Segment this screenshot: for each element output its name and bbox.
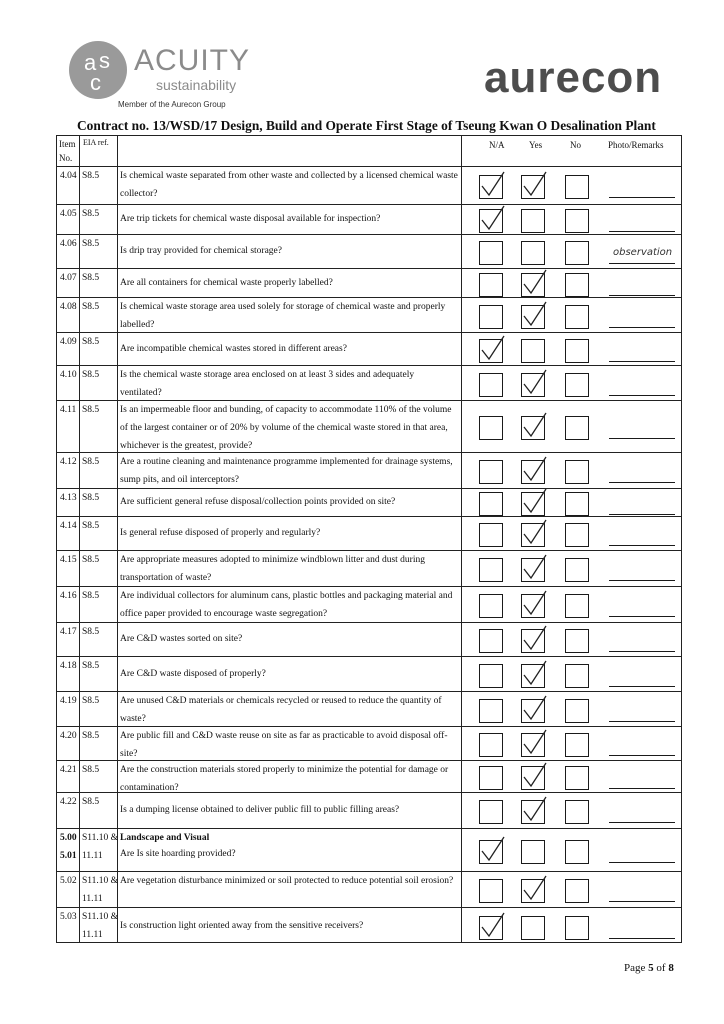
remarks-line[interactable] — [609, 361, 675, 362]
item-number: 4.22 — [60, 797, 77, 807]
checklist-question: Is chemical waste separated from other waste and collected by a licensed chemical waste collector? — [120, 171, 458, 199]
checklist-question: Are all containers for chemical waste properly labelled? — [120, 277, 333, 288]
svg-text:s: s — [99, 48, 110, 73]
table-row — [57, 871, 681, 907]
checklist-question: Is the chemical waste storage area enclosed on at least 3 sides and adequately ventilated? — [120, 370, 415, 398]
eia-ref: S8.5 — [82, 209, 100, 219]
column-header-eia-ref: EIA ref. — [83, 138, 109, 147]
remarks-line[interactable] — [609, 545, 675, 546]
eia-ref: S8.5 — [82, 405, 100, 415]
na-checkbox[interactable] — [479, 460, 503, 484]
no-checkbox[interactable] — [565, 699, 589, 723]
remarks-line[interactable] — [609, 263, 675, 264]
na-checkbox[interactable] — [479, 492, 503, 516]
no-checkbox[interactable] — [565, 416, 589, 440]
eia-ref: S11.10 & 11.11 — [82, 833, 119, 861]
eia-ref: S8.5 — [82, 370, 100, 380]
checkmark-icon — [522, 488, 548, 514]
item-number: 4.05 — [60, 209, 77, 219]
acuity-badge-icon — [68, 40, 128, 100]
checklist-question: Are Is site hoarding provided? — [120, 849, 236, 859]
checkmark-icon — [522, 369, 548, 395]
na-checkbox[interactable] — [479, 273, 503, 297]
checkmark-icon — [522, 554, 548, 580]
no-checkbox[interactable] — [565, 460, 589, 484]
remarks-line[interactable] — [609, 938, 675, 939]
no-checkbox[interactable] — [565, 879, 589, 903]
checkmark-icon — [522, 625, 548, 651]
no-checkbox[interactable] — [565, 594, 589, 618]
no-checkbox[interactable] — [565, 523, 589, 547]
column-header-remarks: Photo/Remarks — [608, 140, 664, 150]
na-checkbox[interactable] — [479, 699, 503, 723]
item-number: 4.11 — [60, 405, 77, 415]
item-number: 4.10 — [60, 370, 77, 380]
remarks-line[interactable] — [609, 580, 675, 581]
table-row — [57, 586, 681, 622]
eia-ref: S8.5 — [82, 555, 100, 565]
checkmark-icon — [480, 171, 506, 197]
table-row — [57, 268, 681, 297]
table-row — [57, 550, 681, 586]
section-heading: Landscape and Visual — [120, 833, 210, 843]
remarks-line[interactable] — [609, 862, 675, 863]
checklist-question: Are sufficient general refuse disposal/collection points provided on site? — [120, 497, 396, 507]
acuity-logo — [68, 40, 251, 112]
checkmark-icon — [522, 660, 548, 686]
checklist-question: Are the construction materials stored properly to minimize the potential for damage or contamination? — [120, 765, 449, 793]
no-checkbox[interactable] — [565, 175, 589, 199]
checkmark-icon — [522, 796, 548, 822]
column-header-na: N/A — [489, 140, 505, 150]
table-row — [57, 907, 681, 944]
checkmark-icon — [522, 412, 548, 438]
table-row — [57, 622, 681, 656]
acuity-name: ACUITY — [134, 44, 251, 77]
item-number: 4.18 — [60, 661, 77, 671]
checkmark-icon — [522, 875, 548, 901]
yes-checkbox[interactable] — [521, 840, 545, 864]
item-number: 4.04 — [60, 171, 77, 181]
na-checkbox[interactable] — [479, 558, 503, 582]
item-number: 4.17 — [60, 627, 77, 637]
eia-ref: S8.5 — [82, 765, 100, 775]
eia-ref: S8.5 — [82, 337, 100, 347]
eia-ref: S8.5 — [82, 457, 100, 467]
item-number: 4.15 — [60, 555, 77, 565]
item-number: 4.19 — [60, 696, 77, 706]
checklist-question: Are individual collectors for aluminum cans, plastic bottles and packaging material and office paper provided to encourage waste segregation? — [120, 591, 453, 619]
checklist-question: Are appropriate measures adopted to minimize windblown litter and dust during transportation of waste? — [120, 555, 425, 583]
checklist-question: Are C&D wastes sorted on site? — [120, 634, 243, 644]
eia-ref: S11.10 & 11.11 — [82, 912, 119, 940]
checkmark-icon — [522, 590, 548, 616]
eia-ref: S8.5 — [82, 627, 100, 637]
na-checkbox[interactable] — [479, 766, 503, 790]
checkmark-icon — [480, 335, 506, 361]
table-row — [57, 792, 681, 828]
table-row — [57, 400, 681, 452]
remarks-line[interactable] — [609, 616, 675, 617]
no-checkbox[interactable] — [565, 766, 589, 790]
no-checkbox[interactable] — [565, 664, 589, 688]
no-checkbox[interactable] — [565, 373, 589, 397]
yes-checkbox[interactable] — [521, 339, 545, 363]
remarks-line[interactable] — [609, 482, 675, 483]
item-number: 4.21 — [60, 765, 77, 775]
item-number: 4.16 — [60, 591, 77, 601]
svg-text:a: a — [84, 50, 97, 75]
aurecon-logo: aurecon — [484, 53, 663, 102]
checkmark-icon — [480, 205, 506, 231]
item-number: 4.06 — [60, 239, 77, 249]
item-number: 5.00 5.01 — [60, 833, 77, 861]
checklist-question: Are vegetation disturbance minimized or soil protected to reduce potential soil erosion? — [120, 876, 454, 886]
na-checkbox[interactable] — [479, 305, 503, 329]
page-number: Page 5 of 8 — [624, 962, 674, 974]
remarks-line[interactable] — [609, 822, 675, 823]
na-checkbox[interactable] — [479, 416, 503, 440]
remarks-line[interactable] — [609, 395, 675, 396]
table-row — [57, 488, 681, 516]
table-row — [57, 204, 681, 234]
eia-ref: S8.5 — [82, 661, 100, 671]
checkmark-icon — [522, 729, 548, 755]
checkmark-icon — [522, 695, 548, 721]
item-number: 4.14 — [60, 521, 77, 531]
checklist-question: Is general refuse disposed of properly and regularly? — [120, 528, 321, 538]
svg-text:c: c — [90, 70, 101, 95]
checklist-question: Is construction light oriented away from the sensitive receivers? — [120, 920, 364, 931]
remarks-line[interactable] — [609, 901, 675, 902]
no-checkbox[interactable] — [565, 492, 589, 516]
item-number: 4.07 — [60, 273, 77, 283]
column-header-no: No — [570, 140, 581, 150]
item-number: 4.12 — [60, 457, 77, 467]
eia-ref: S8.5 — [82, 521, 100, 531]
remarks-line[interactable] — [609, 438, 675, 439]
no-checkbox[interactable] — [565, 305, 589, 329]
yes-checkbox[interactable] — [521, 241, 545, 265]
no-checkbox[interactable] — [565, 273, 589, 297]
checklist-question: Is chemical waste storage area used solely for storage of chemical waste and properly labelled? — [120, 302, 446, 330]
item-number: 5.02 — [60, 876, 77, 886]
checkmark-icon — [522, 171, 548, 197]
no-checkbox[interactable] — [565, 733, 589, 757]
table-row — [57, 516, 681, 550]
eia-ref: S8.5 — [82, 273, 100, 283]
no-checkbox[interactable] — [565, 558, 589, 582]
no-checkbox[interactable] — [565, 339, 589, 363]
na-checkbox[interactable] — [479, 800, 503, 824]
yes-checkbox[interactable] — [521, 209, 545, 233]
na-checkbox[interactable] — [479, 664, 503, 688]
table-row — [57, 760, 681, 792]
eia-ref: S11.10 & 11.11 — [82, 876, 119, 904]
na-checkbox[interactable] — [479, 629, 503, 653]
table-row — [57, 365, 681, 400]
checklist-question: Is drip tray provided for chemical storage? — [120, 246, 282, 256]
acuity-member-note: Member of the Aurecon Group — [118, 100, 226, 109]
checkmark-icon — [522, 519, 548, 545]
no-checkbox[interactable] — [565, 209, 589, 233]
checkmark-icon — [480, 836, 506, 862]
remarks-text: observation — [613, 247, 673, 258]
checklist-question: Are trip tickets for chemical waste disposal available for inspection? — [120, 214, 381, 224]
checkmark-icon — [522, 301, 548, 327]
no-checkbox[interactable] — [565, 840, 589, 864]
na-checkbox[interactable] — [479, 241, 503, 265]
acuity-tagline: sustainability — [156, 77, 237, 93]
no-checkbox[interactable] — [565, 629, 589, 653]
eia-ref: S8.5 — [82, 696, 100, 706]
checklist-table — [56, 135, 682, 943]
table-row — [57, 656, 681, 691]
na-checkbox[interactable] — [479, 594, 503, 618]
na-checkbox[interactable] — [479, 879, 503, 903]
item-number: 4.13 — [60, 493, 77, 503]
checklist-question: Is a dumping license obtained to deliver public fill to public filling areas? — [120, 805, 400, 815]
remarks-line[interactable] — [609, 327, 675, 328]
checkmark-icon — [522, 269, 548, 295]
checklist-question: Are public fill and C&D waste reuse on site as far as practicable to avoid disposal off-site? — [120, 731, 448, 759]
no-checkbox[interactable] — [565, 241, 589, 265]
table-row — [57, 166, 681, 204]
eia-ref: S8.5 — [82, 493, 100, 503]
table-row — [57, 234, 681, 268]
remarks-line[interactable] — [609, 651, 675, 652]
eia-ref: S8.5 — [82, 239, 100, 249]
table-row — [57, 726, 681, 760]
na-checkbox[interactable] — [479, 523, 503, 547]
checklist-question: Is an impermeable floor and bunding, of capacity to accommodate 110% of the volume of the largest container or of 20% by volume of the chemical waste stored in that area, whichever is the greatest, provide? — [120, 405, 452, 451]
column-header-item: Item No. — [59, 139, 76, 163]
checkmark-icon — [522, 456, 548, 482]
checklist-question: Are incompatible chemical wastes stored in different areas? — [120, 343, 347, 354]
eia-ref: S8.5 — [82, 171, 100, 181]
remarks-line[interactable] — [609, 721, 675, 722]
table-row — [57, 332, 681, 365]
checkmark-icon — [522, 762, 548, 788]
item-number: 4.08 — [60, 302, 77, 312]
table-row — [57, 452, 681, 488]
remarks-line[interactable] — [609, 686, 675, 687]
eia-ref: S8.5 — [82, 797, 100, 807]
item-number: 5.03 — [60, 912, 77, 922]
item-number: 4.20 — [60, 731, 77, 741]
item-number: 4.09 — [60, 337, 77, 347]
remarks-line[interactable] — [609, 514, 675, 515]
table-row — [57, 297, 681, 332]
table-row — [57, 691, 681, 726]
na-checkbox[interactable] — [479, 733, 503, 757]
no-checkbox[interactable] — [565, 800, 589, 824]
remarks-line[interactable] — [609, 197, 675, 198]
remarks-line[interactable] — [609, 788, 675, 789]
table-row — [57, 828, 681, 871]
no-checkbox[interactable] — [565, 916, 589, 940]
checkmark-icon — [480, 912, 506, 938]
eia-ref: S8.5 — [82, 731, 100, 741]
remarks-line[interactable] — [609, 231, 675, 232]
yes-checkbox[interactable] — [521, 916, 545, 940]
eia-ref: S8.5 — [82, 591, 100, 601]
column-header-yes: Yes — [529, 140, 543, 150]
na-checkbox[interactable] — [479, 373, 503, 397]
eia-ref: S8.5 — [82, 302, 100, 312]
remarks-line[interactable] — [609, 295, 675, 296]
contract-title: Contract no. 13/WSD/17 Design, Build and Operate First Stage of Tseung Kwan O Desalination Plant — [77, 118, 656, 133]
checklist-question: Are unused C&D materials or chemicals recycled or reused to reduce the quantity of waste? — [120, 696, 442, 724]
checklist-question: Are C&D waste disposed of properly? — [120, 668, 266, 679]
checklist-question: Are a routine cleaning and maintenance programme implemented for drainage systems, sump pits, and oil interceptors? — [120, 457, 453, 485]
remarks-line[interactable] — [609, 755, 675, 756]
